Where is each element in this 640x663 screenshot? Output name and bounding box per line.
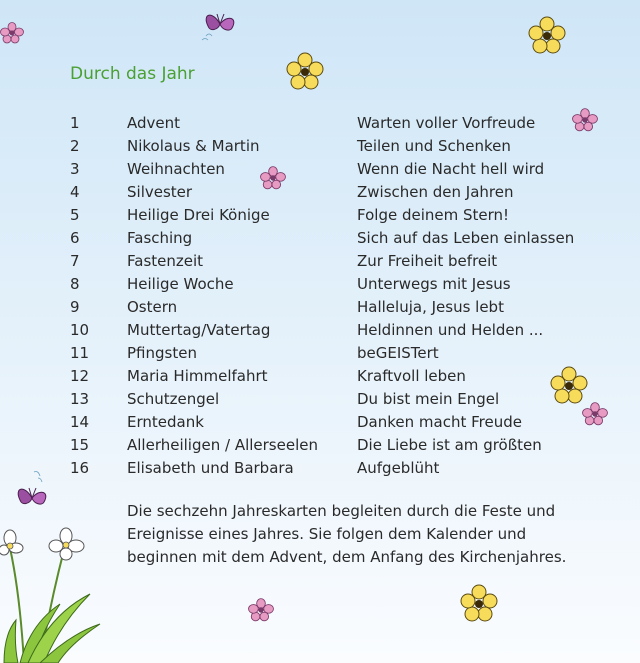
- item-number: 4: [70, 183, 80, 201]
- page-title: Durch das Jahr: [70, 64, 195, 84]
- item-number: 10: [70, 321, 90, 339]
- list-item: [70, 296, 610, 319]
- list-item: [70, 227, 610, 250]
- pink-flower-icon: [248, 598, 274, 622]
- item-motto: Halleluja, Jesus lebt: [357, 298, 504, 316]
- list-item: [70, 365, 610, 388]
- item-feast: Nikolaus & Martin: [127, 137, 260, 155]
- item-number: 11: [70, 344, 90, 362]
- item-number: 7: [70, 252, 80, 270]
- item-motto: Heldinnen und Helden ...: [357, 321, 544, 339]
- item-number: 3: [70, 160, 80, 178]
- item-motto: Aufgeblüht: [357, 459, 440, 477]
- item-motto: Wenn die Nacht hell wird: [357, 160, 545, 178]
- item-number: 12: [70, 367, 90, 385]
- item-motto: beGEISTert: [357, 344, 439, 362]
- item-feast: Muttertag/Vatertag: [127, 321, 271, 339]
- item-feast: Advent: [127, 114, 181, 132]
- list-item: [70, 411, 610, 434]
- item-motto: Du bist mein Engel: [357, 390, 500, 408]
- item-feast: Maria Himmelfahrt: [127, 367, 268, 385]
- yellow-flower-icon: [528, 16, 566, 54]
- item-feast: Fastenzeit: [127, 252, 204, 270]
- butterfly-icon: [200, 6, 240, 42]
- item-number: 13: [70, 390, 90, 408]
- list-item: [70, 434, 610, 457]
- item-feast: Erntedank: [127, 413, 204, 431]
- list-item: [70, 204, 610, 227]
- item-motto: Teilen und Schenken: [357, 137, 511, 155]
- yellow-flower-icon: [460, 584, 498, 622]
- item-feast: Silvester: [127, 183, 193, 201]
- item-motto: Zwischen den Jahren: [357, 183, 514, 201]
- item-feast: Heilige Drei Könige: [127, 206, 270, 224]
- item-number: 8: [70, 275, 80, 293]
- yellow-flower-icon: [286, 52, 324, 90]
- list-item: [70, 158, 610, 181]
- card-list: [70, 112, 610, 480]
- item-motto: Warten voller Vorfreude: [357, 114, 536, 132]
- list-item: [70, 250, 610, 273]
- item-feast: Pfingsten: [127, 344, 197, 362]
- item-motto: Die Liebe ist am größten: [357, 436, 542, 454]
- item-number: 5: [70, 206, 80, 224]
- list-item: [70, 135, 610, 158]
- item-feast: Elisabeth und Barbara: [127, 459, 294, 477]
- item-motto: Zur Freiheit befreit: [357, 252, 498, 270]
- item-feast: Allerheiligen / Allerseelen: [127, 436, 318, 454]
- description: Die sechzehn Jahreskarten begleiten durch die Feste und Ereignisse eines Jahres. Sie folgen dem Kalender und beginnen mit dem Advent, dem Anfang des Kirchenjahres.: [127, 502, 567, 566]
- item-motto: Unterwegs mit Jesus: [357, 275, 511, 293]
- item-number: 14: [70, 413, 90, 431]
- item-number: 9: [70, 298, 80, 316]
- item-feast: Ostern: [127, 298, 178, 316]
- list-item: [70, 112, 610, 135]
- item-feast: Schutzengel: [127, 390, 220, 408]
- item-motto: Folge deinem Stern!: [357, 206, 510, 224]
- list-item: [70, 342, 610, 365]
- list-item: [70, 181, 610, 204]
- pink-flower-icon: [0, 22, 24, 44]
- list-item: [70, 457, 610, 480]
- list-item: [70, 388, 610, 411]
- item-number: 16: [70, 459, 90, 477]
- item-feast: Fasching: [127, 229, 193, 247]
- daisy-icon: [0, 524, 110, 663]
- item-motto: Danken macht Freude: [357, 413, 522, 431]
- butterfly-icon: [12, 468, 52, 518]
- item-feast: Heilige Woche: [127, 275, 234, 293]
- item-number: 2: [70, 137, 80, 155]
- item-number: 6: [70, 229, 80, 247]
- item-number: 15: [70, 436, 90, 454]
- item-number: 1: [70, 114, 80, 132]
- item-motto: Sich auf das Leben einlassen: [357, 229, 575, 247]
- list-item: [70, 319, 610, 342]
- item-motto: Kraftvoll leben: [357, 367, 466, 385]
- item-feast: Weihnachten: [127, 160, 225, 178]
- list-item: [70, 273, 610, 296]
